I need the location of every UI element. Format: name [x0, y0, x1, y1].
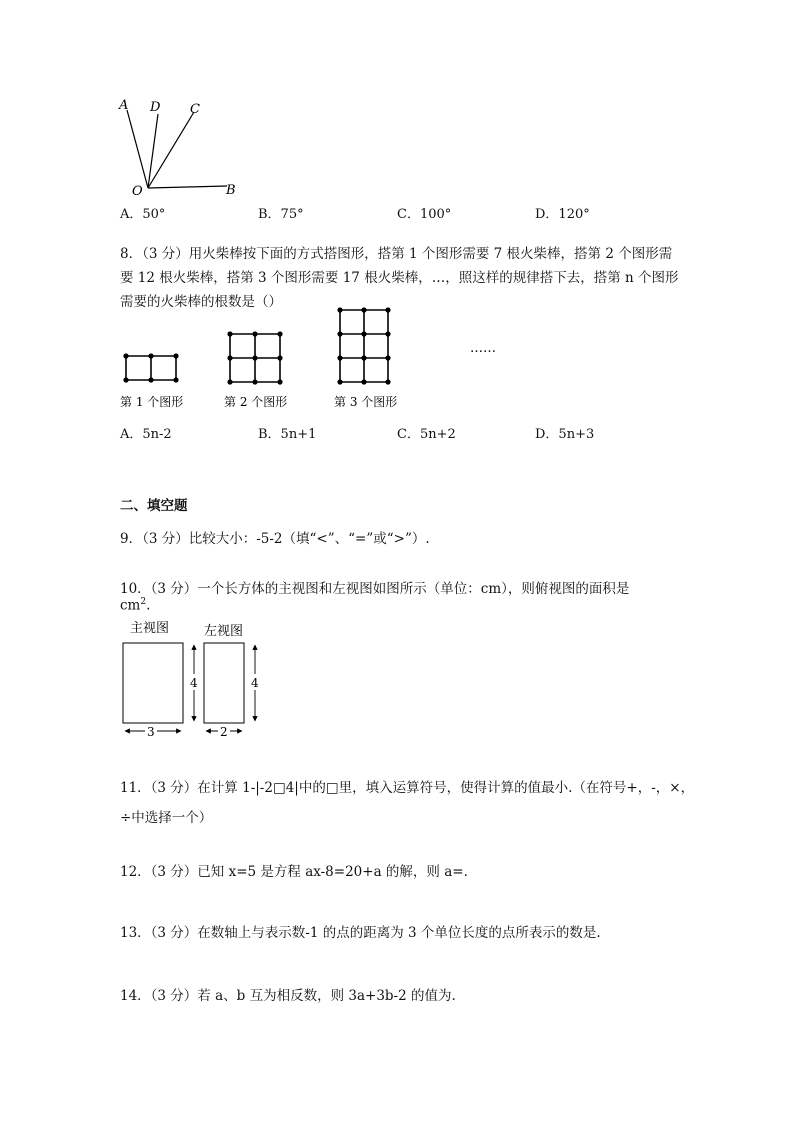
q7-angle-figure	[112, 94, 252, 198]
ray-oc	[148, 112, 194, 188]
q8-option-b[interactable]: B．5n+1	[258, 427, 317, 442]
q13-text: 13．（3 分）在数轴上与表示数-1 的点的距离为 3 个单位长度的点所表示的数是.	[120, 925, 601, 941]
q10-views-figure	[118, 616, 278, 740]
section-title: 二、填空题	[120, 498, 188, 514]
q9-text: 9．（3 分）比较大小：-5-2（填“<”、“=”或“>”）.	[120, 531, 430, 547]
left-view-rect	[204, 643, 244, 723]
unit-exponent: 2	[140, 597, 147, 607]
figure-3	[337, 307, 390, 384]
front-height-value: 4	[190, 676, 198, 690]
label-o: O	[132, 184, 143, 198]
label-d: D	[150, 100, 161, 115]
q8-matchstick-figures	[118, 300, 518, 418]
unit-end: .	[146, 597, 151, 614]
caption-figure-2: 第 2 个图形	[224, 395, 288, 409]
q8-option-a[interactable]: A．5n-2	[120, 427, 172, 442]
ray-oa	[127, 110, 148, 188]
left-height-value: 4	[251, 676, 259, 690]
q14-text: 14．（3 分）若 a、b 互为相反数，则 3a+3b-2 的值为.	[120, 988, 456, 1004]
label-b: B	[226, 183, 236, 198]
q7-option-d[interactable]: D．120°	[535, 207, 590, 222]
q7-option-c[interactable]: C．100°	[397, 207, 452, 222]
ray-ob	[148, 186, 227, 188]
caption-figure-1: 第 1 个图形	[120, 395, 184, 409]
left-width-value: 2	[220, 725, 228, 739]
ray-od	[148, 114, 158, 188]
q8-text-line2: 要 12 根火柴棒，搭第 3 个图形需要 17 根火柴棒，…，照这样的规律搭下去，搭第 n 个图形	[120, 270, 679, 286]
q8-option-c[interactable]: C．5n+2	[397, 427, 456, 442]
label-c: C	[190, 102, 200, 117]
front-width-value: 3	[147, 725, 155, 739]
unit-base: cm	[120, 597, 141, 614]
q7-option-b[interactable]: B．75°	[258, 207, 304, 222]
caption-figure-3: 第 3 个图形	[334, 395, 398, 409]
figure-ellipsis: ……	[470, 341, 496, 356]
q10-text-line2	[120, 597, 150, 614]
figure-1	[123, 353, 178, 382]
label-a: A	[119, 98, 129, 113]
q8-text-line3: 需要的火柴棒的根数是（）	[120, 294, 282, 310]
left-view-label: 左视图	[204, 624, 244, 639]
q8-option-d[interactable]: D．5n+3	[535, 427, 595, 442]
q11-text-line2: ÷中选择一个）	[120, 810, 213, 826]
figure-2	[227, 331, 282, 384]
q7-option-a[interactable]: A．50°	[120, 207, 166, 222]
q10-text-line1: 10．（3 分）一个长方体的主视图和左视图如图所示（单位：cm），则俯视图的面积是	[120, 581, 630, 597]
q12-text: 12．（3 分）已知 x=5 是方程 ax-8=20+a 的解，则 a=.	[120, 864, 468, 880]
front-view-label: 主视图	[130, 621, 170, 636]
q11-text-line1: 11．（3 分）在计算 1-|-2□4|中的□里，填入运算符号，使得计算的值最小.（在符号+，-，×，	[120, 780, 695, 796]
front-view-rect	[123, 643, 183, 723]
q8-text-line1: 8．（3 分）用火柴棒按下面的方式搭图形，搭第 1 个图形需要 7 根火柴棒，搭第 2 个图形需	[120, 246, 673, 262]
